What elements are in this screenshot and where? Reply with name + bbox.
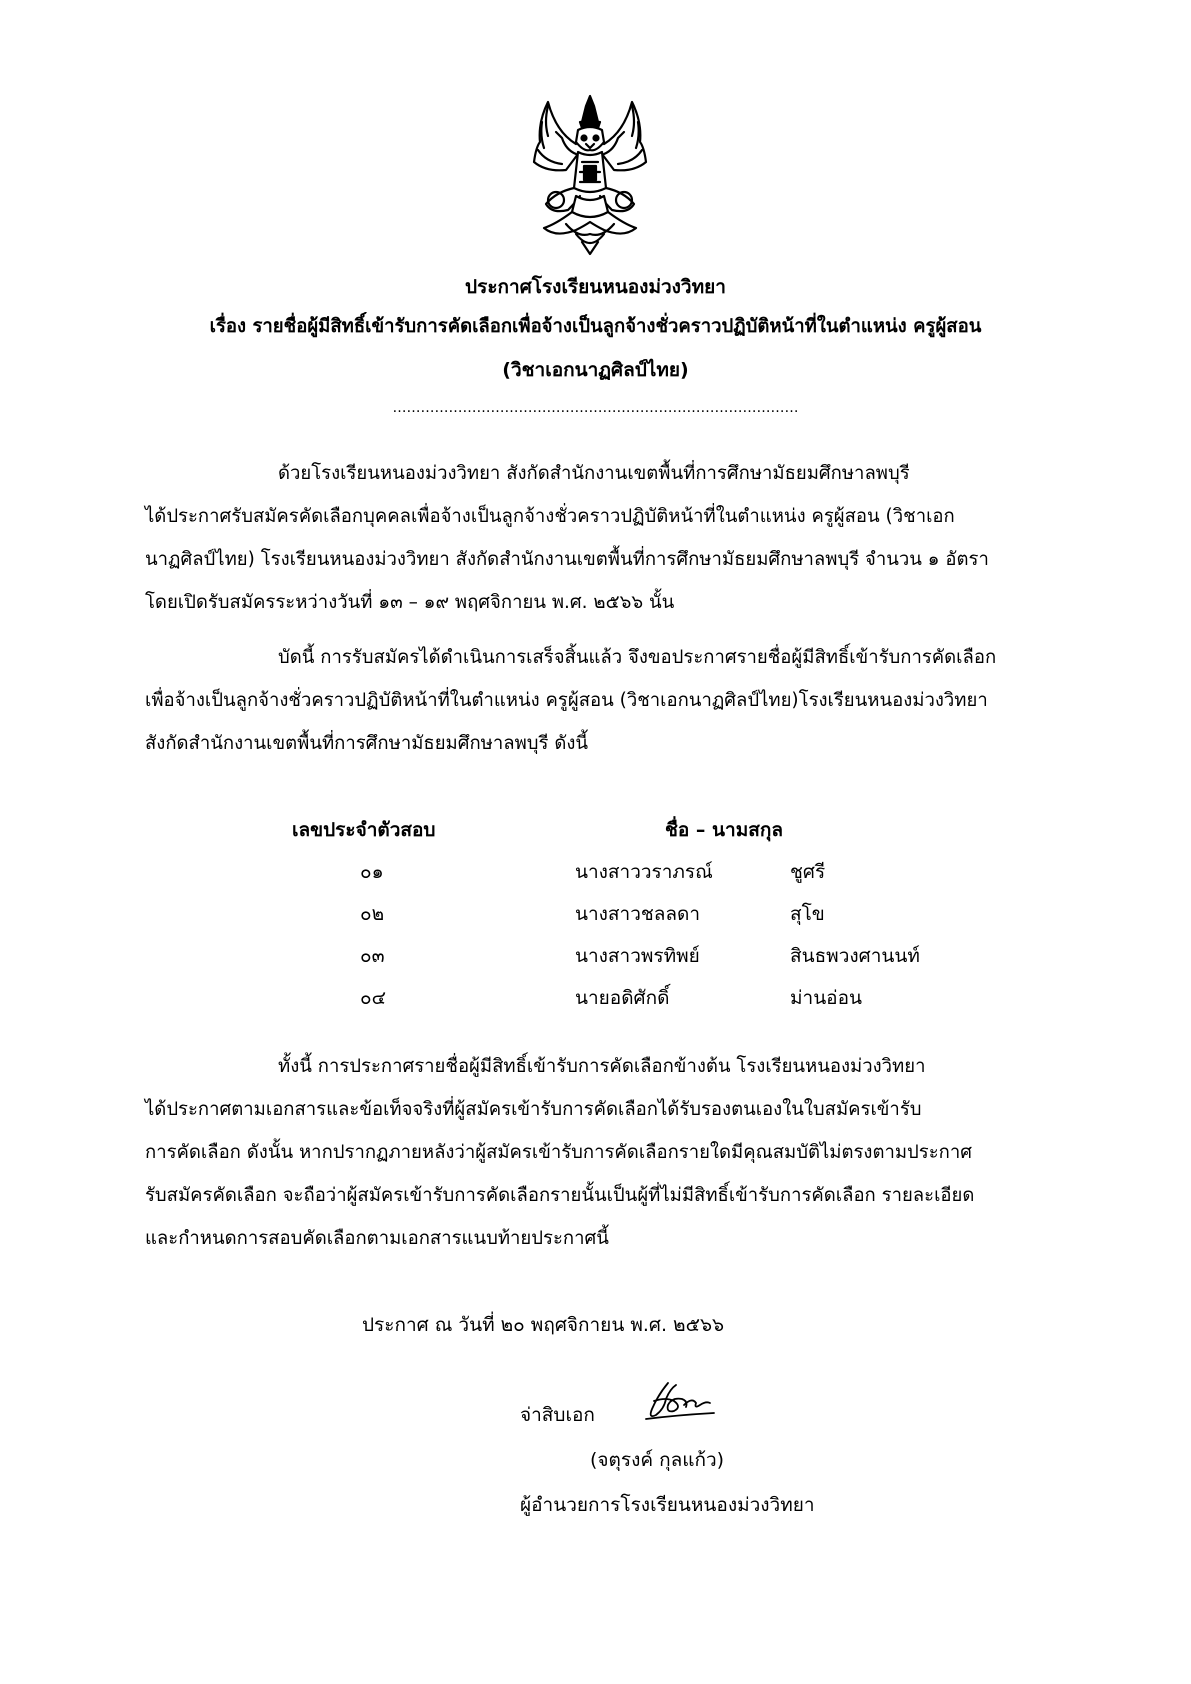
exam-id: ๐๑ (360, 861, 384, 883)
paragraph-line: ทั้งนี้ การประกาศรายชื่อผู้มีสิทธิ์เข้ารับการคัดเลือกข้างต้น โรงเรียนหนองม่วงวิทยา (278, 1056, 926, 1077)
signer-position: ผู้อำนวยการโรงเรียนหนองม่วงวิทยา (520, 1494, 815, 1516)
signature-icon (638, 1375, 718, 1425)
header-full-name: ชื่อ – นามสกุล (665, 819, 783, 841)
paragraph-line: โดยเปิดรับสมัครระหว่างวันที่ ๑๓ – ๑๙ พฤศจิกายน พ.ศ. ๒๕๖๖ นั้น (145, 592, 675, 613)
announcement-subject-detail: (วิชาเอกนาฏศิลป์ไทย) (502, 359, 689, 381)
paragraph-intro (145, 452, 1050, 624)
garuda-emblem-icon (526, 92, 654, 258)
signer-name: (จตุรงค์ กุลแก้ว) (590, 1449, 725, 1471)
paragraph-line: ได้ประกาศรับสมัครคัดเลือกบุคคลเพื่อจ้างเป็นลูกจ้างชั่วคราวปฏิบัติหน้าที่ในตำแหน่ง ครูผู้สอน (วิชาเอก (145, 506, 955, 527)
table-row (0, 983, 1191, 1025)
paragraph-line: รับสมัครคัดเลือก จะถือว่าผู้สมัครเข้ารับการคัดเลือกรายนั้นเป็นผู้ที่ไม่มีสิทธิ์เข้ารับการคัดเลือก รายละเอียด (145, 1185, 975, 1206)
exam-id: ๐๔ (360, 987, 386, 1009)
paragraph-line: ด้วยโรงเรียนหนองม่วงวิทยา สังกัดสำนักงานเขตพื้นที่การศึกษามัธยมศึกษาลพบุรี (278, 463, 910, 484)
last-name: ม่านอ่อน (790, 987, 862, 1009)
signer-rank: จ่าสิบเอก (520, 1404, 595, 1426)
table-row (0, 899, 1191, 941)
paragraph-line: นาฏศิลป์ไทย) โรงเรียนหนองม่วงวิทยา สังกัดสำนักงานเขตพื้นที่การศึกษามัธยมศึกษาลพบุรี จำนวน ๑ อัตรา (145, 549, 989, 570)
paragraph-line: การคัดเลือก ดังนั้น หากปรากฏภายหลังว่าผู้สมัครเข้ารับการคัดเลือกรายใดมีคุณสมบัติไม่ตรงตามประกาศ (145, 1142, 973, 1163)
first-name: นายอดิศักดิ์ (575, 987, 670, 1009)
dotted-separator: …………………………………………………………………………… (392, 400, 799, 416)
last-name: สุโข (790, 903, 825, 925)
first-name: นางสาวชลลดา (575, 903, 701, 925)
paragraph-line: ได้ประกาศตามเอกสารและข้อเท็จจริงที่ผู้สมัครเข้ารับการคัดเลือกได้รับรองตนเองในใบสมัครเข้ารับ (145, 1099, 922, 1120)
paragraph-line: และกำหนดการสอบคัดเลือกตามเอกสารแนบท้ายประกาศนี้ (145, 1228, 609, 1249)
announcement-title: ประกาศโรงเรียนหนองม่วงวิทยา (465, 276, 726, 298)
table-row (0, 941, 1191, 983)
paragraph-announcement (145, 636, 1050, 765)
paragraph-line: สังกัดสำนักงานเขตพื้นที่การศึกษามัธยมศึกษาลพบุรี ดังนี้ (145, 733, 589, 754)
table-row (0, 857, 1191, 899)
announcement-date: ประกาศ ณ วันที่ ๒๐ พฤศจิกายน พ.ศ. ๒๕๖๖ (362, 1314, 725, 1336)
header-exam-id: เลขประจำตัวสอบ (292, 819, 436, 841)
first-name: นางสาวพรทิพย์ (575, 945, 700, 967)
paragraph-line: เพื่อจ้างเป็นลูกจ้างชั่วคราวปฏิบัติหน้าที่ในตำแหน่ง ครูผู้สอน (วิชาเอกนาฏศิลป์ไทย)โรงเรียนหนองม่วงวิทยา (145, 690, 988, 711)
last-name: ชูศรี (790, 861, 826, 883)
exam-id: ๐๒ (360, 903, 385, 925)
paragraph-conditions (145, 1045, 1050, 1260)
exam-id: ๐๓ (360, 945, 385, 967)
announcement-subject: เรื่อง รายชื่อผู้มีสิทธิ์เข้ารับการคัดเลือกเพื่อจ้างเป็นลูกจ้างชั่วคราวปฏิบัติหน้าที่ในตำแหน่ง ครูผู้สอน (209, 316, 982, 337)
first-name: นางสาววราภรณ์ (575, 861, 713, 883)
last-name: สินธพวงศานนท์ (790, 945, 920, 967)
paragraph-line: บัดนี้ การรับสมัครได้ดำเนินการเสร็จสิ้นแล้ว จึงขอประกาศรายชื่อผู้มีสิทธิ์เข้ารับการคัดเลือก (278, 647, 997, 668)
